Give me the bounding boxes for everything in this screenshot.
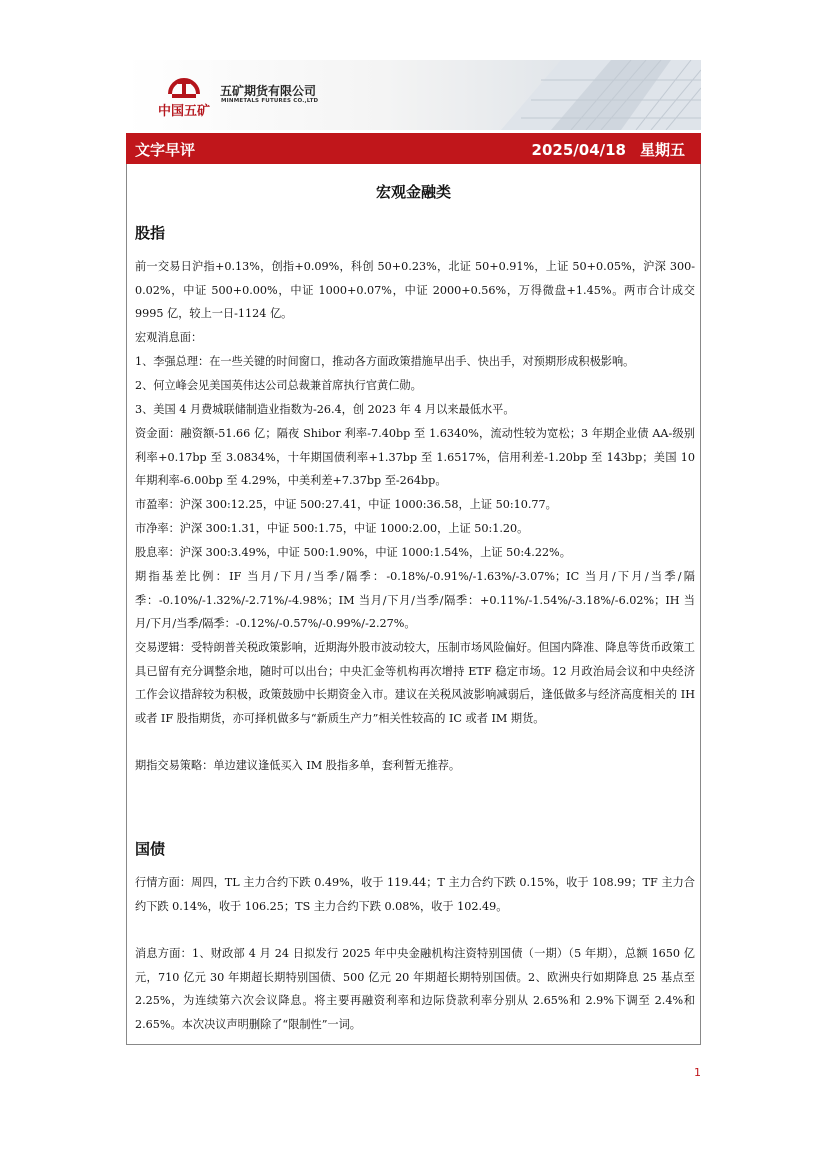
report-date-group	[518, 139, 685, 160]
group-logo-text: 中国五矿	[158, 104, 211, 119]
dividend-yield-line: 股息率：沪深 300:3.49%，中证 500:1.90%，中证 1000:1.54%，上证 50:4.22%。	[135, 546, 571, 559]
pb-ratio-line: 市净率：沪深 300:1.31，中证 500:1.75，中证 1000:2.00，上证 50:1.20。	[135, 522, 529, 535]
macro-news-item-1: 1、李强总理：在一些关键的时间窗口，推动各方面政策措施早出手、快出手，对预期形成积极影响。	[135, 355, 635, 368]
treasury-news-paragraph: 消息方面：1、财政部 4 月 24 日拟发行 2025 年中央金融机构注资特别国债（一期）（5 年期），总额 1650 亿元，710 亿元 30 年期超长期特别国债、500 亿元 20 年期超长期特别国债。2、欧洲央行如期降息 25 基点至 2.25%，为连续第六次会议降息。将主要再融资利率和边际贷款利率分别从 2.65%和 2.9%下调至 2.4%和 2.65%。本次决议声明删除了“限制性”一词。	[135, 947, 695, 1031]
company-name-cn: 五矿期货有限公司	[220, 84, 317, 98]
basis-ratio-paragraph: 期指基差比例：IF 当月/下月/当季/隔季：-0.18%/-0.91%/-1.63%/-3.07%；IC 当月/下月/当季/隔季：-0.10%/-1.32%/-2.71%/-4.98%；IM 当月/下月/当季/隔季：+0.11%/-1.54%/-3.18%/-6.02%；IH 当月/下月/当季/隔季：-0.12%/-0.57%/-0.99%/-2.27%。	[135, 570, 695, 631]
report-type: 文字早评	[135, 141, 196, 159]
report-date: 2025/04/18	[531, 141, 626, 159]
treasury-market-paragraph: 行情方面：周四，TL 主力合约下跌 0.49%，收于 119.44；T 主力合约下跌 0.15%，收于 108.99；TF 主力合约下跌 0.14%，收于 106.25；TS 主力合约下跌 0.08%，收于 102.49。	[135, 876, 695, 913]
page-number: 1	[694, 1066, 701, 1079]
section-title: 宏观金融类	[375, 183, 451, 201]
header-banner	[126, 60, 701, 130]
content-box	[126, 164, 701, 1045]
pe-ratio-line: 市盈率：沪深 300:12.25，中证 500:27.41，中证 1000:36.58，上证 50:10.77。	[135, 498, 557, 511]
title-bar	[126, 133, 701, 164]
treasury-heading: 国债	[135, 840, 166, 858]
trading-strategy-line: 期指交易策略：单边建议逢低买入 IM 股指多单，套利暂无推荐。	[135, 759, 461, 772]
funding-paragraph: 资金面：融资额-51.66 亿；隔夜 Shibor 利率-7.40bp 至 1.6340%，流动性较为宽松；3 年期企业债 AA-级别利率+0.17bp 至 3.0834%，十年期国债利率+1.37bp 至 1.6517%，信用利差-1.20bp 至 143bp；美国 10 年期利率-6.00bp 至 4.29%，中美利差+7.37bp 至-264bp。	[135, 427, 695, 488]
macro-news-label: 宏观消息面：	[135, 331, 203, 344]
company-name-en: MINMETALS FUTURES CO.,LTD	[221, 98, 319, 104]
trading-logic-paragraph: 交易逻辑：受特朗普关税政策影响，近期海外股市波动较大，压制市场风险偏好。但国内降准、降息等货币政策工具已留有充分调整余地，随时可以出台；中央汇金等机构再次增持 ETF 稳定市场。12 月政治局会议和中央经济工作会议措辞较为积极，政策鼓励中长期资金入市。建议在关税风波影响减弱后，逢低做多与经济高度相关的 IH 或者 IF 股指期货，亦可择机做多与“新质生产力”相关性较高的 IC 或者 IM 期货。	[135, 641, 695, 725]
macro-news-item-2: 2、何立峰会见美国英伟达公司总裁兼首席执行官黄仁勋。	[135, 379, 422, 392]
report-weekday: 星期五	[639, 141, 685, 159]
stock-index-market-summary: 前一交易日沪指+0.13%，创指+0.09%，科创 50+0.23%，北证 50+0.91%，上证 50+0.05%，沪深 300-0.02%，中证 500+0.00%，中证 1000+0.07%，中证 2000+0.56%，万得微盘+1.45%。两市合计成交 9995 亿，较上一日-1124 亿。	[135, 260, 695, 321]
macro-news-item-3: 3、美国 4 月费城联储制造业指数为-26.4，创 2023 年 4 月以来最低水平。	[135, 403, 515, 416]
stock-index-heading: 股指	[135, 224, 166, 242]
building-graphic	[441, 60, 701, 130]
